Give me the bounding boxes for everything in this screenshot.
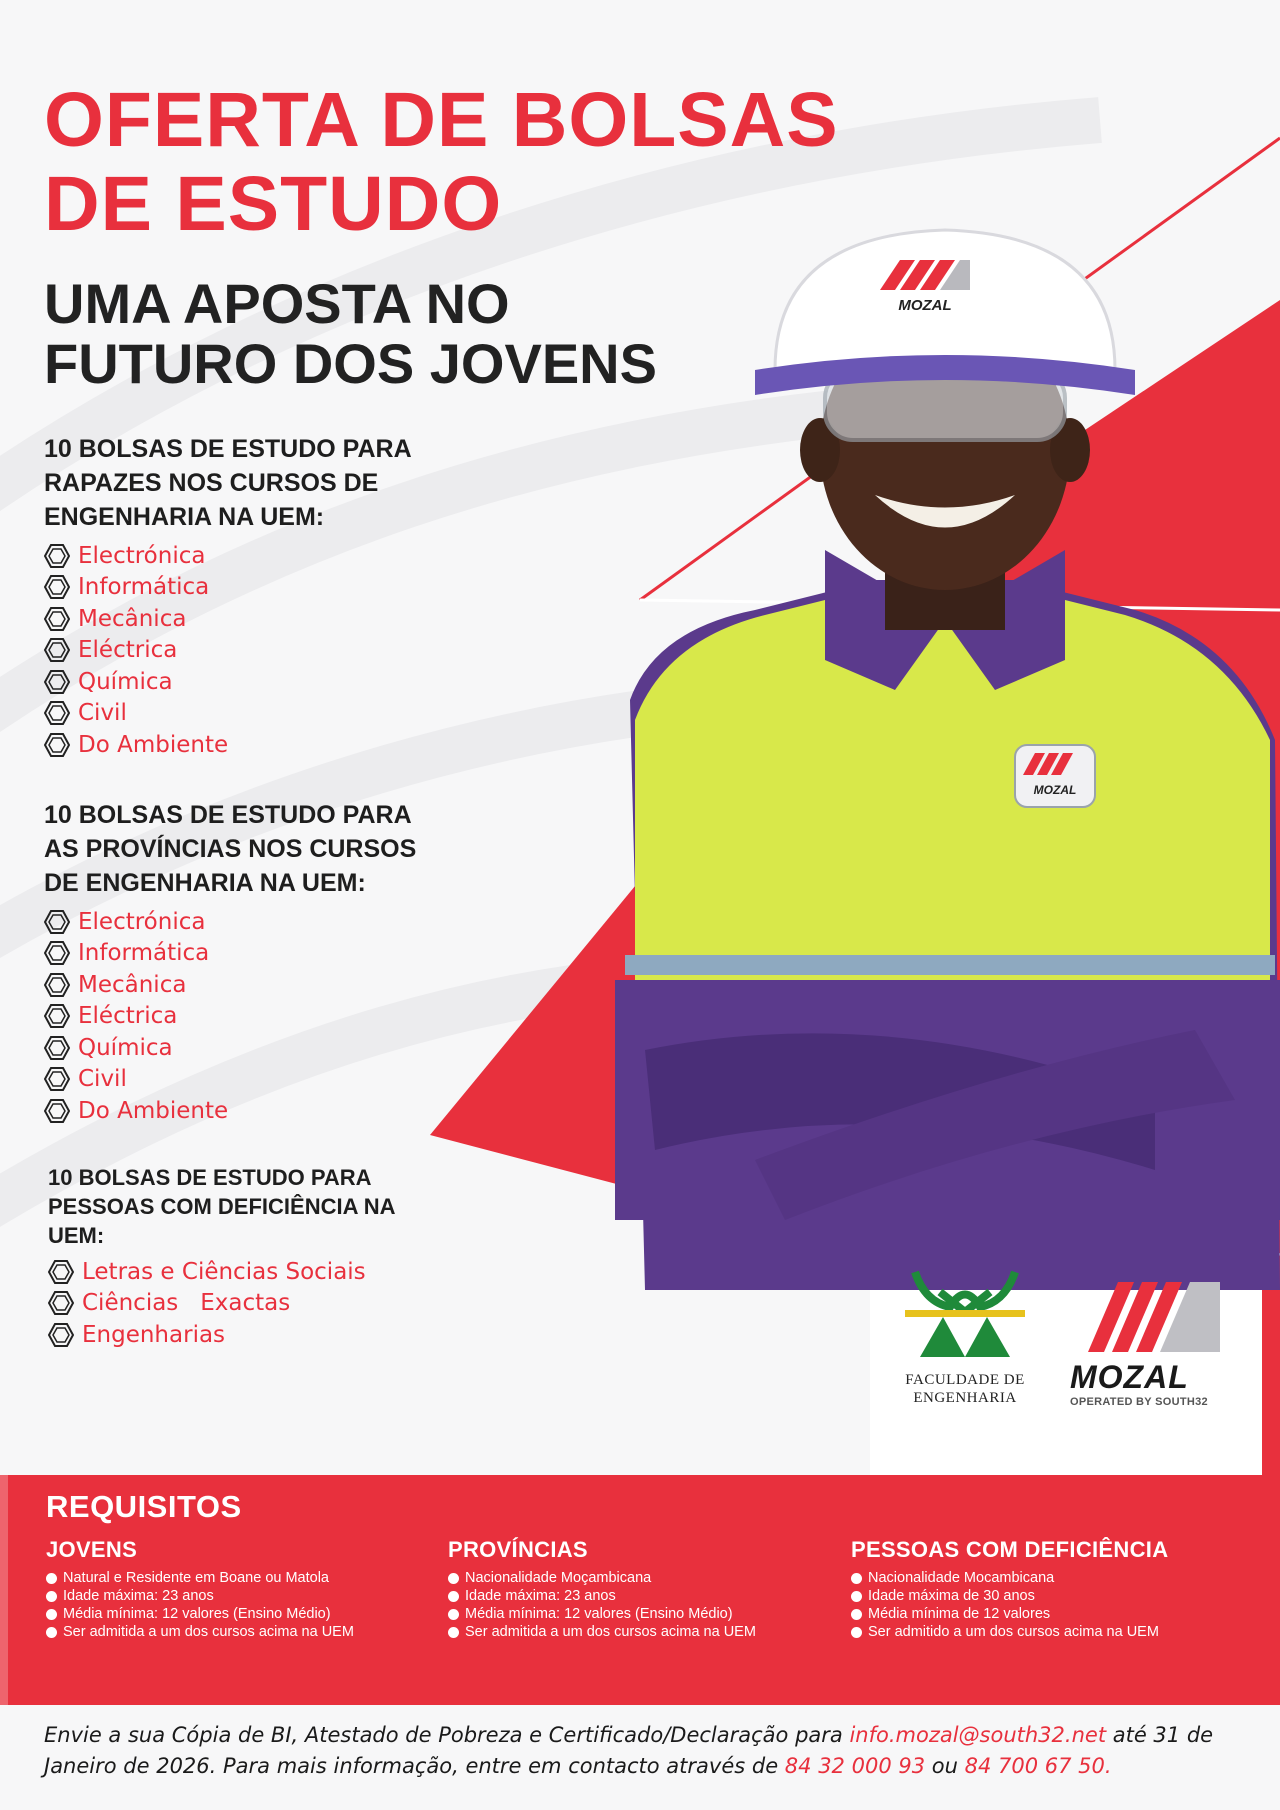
bullet-dot-icon — [851, 1591, 862, 1602]
requirement-item: Média mínima: 12 valores (Ensino Médio) — [448, 1605, 838, 1623]
hexagon-bullet-icon — [48, 1290, 74, 1316]
course-list — [44, 906, 464, 1127]
course-item: Do Ambiente — [44, 1095, 464, 1127]
bullet-dot-icon — [46, 1627, 57, 1638]
requirement-item: Média mínima: 12 valores (Ensino Médio) — [46, 1605, 436, 1623]
course-item: Electrónica — [44, 906, 464, 938]
course-list — [44, 540, 464, 761]
subtitle-line2: FUTURO DOS JOVENS — [44, 332, 657, 395]
hexagon-bullet-icon — [44, 1003, 70, 1029]
course-item: Letras e Ciências Sociais — [48, 1256, 468, 1288]
footer-text: até 31 de Janeiro de 2026. Para mais informação, entre em contacto através de — [44, 1723, 1214, 1778]
requirements-list — [851, 1569, 1241, 1641]
course-item: Ciências Exactas — [48, 1288, 468, 1320]
course-item: Informática — [44, 572, 464, 604]
section-heading — [44, 432, 464, 534]
heading-line: DE ENGENHARIA NA UEM: — [44, 869, 366, 897]
footer-period: . — [1104, 1754, 1112, 1778]
title-line2: DE ESTUDO — [44, 161, 503, 247]
footer-text: Envie a sua Cópia de BI, Atestado de Pobreza e Certificado/Declaração para — [44, 1723, 850, 1747]
hexagon-bullet-icon — [44, 972, 70, 998]
course-item: Mecânica — [44, 603, 464, 635]
bullet-dot-icon — [46, 1591, 57, 1602]
requirements-col-jovens — [46, 1537, 436, 1641]
contact-phone-link[interactable]: 84 700 67 50 — [964, 1754, 1105, 1778]
section-deficiencia — [48, 1163, 468, 1351]
requirements-heading: PESSOAS COM DEFICIÊNCIA — [851, 1537, 1169, 1562]
mozal-stripes-icon — [1070, 1282, 1220, 1352]
faculdade-engenharia-logo — [880, 1262, 1050, 1407]
hexagon-bullet-icon — [44, 1066, 70, 1092]
course-item: Mecânica — [44, 969, 464, 1001]
course-item: Engenharias — [48, 1319, 468, 1351]
requirements-panel — [0, 1475, 1280, 1705]
course-item: Civil — [44, 1064, 464, 1096]
requirement-item: Nacionalidade Moçambicana — [448, 1569, 838, 1587]
chest-badge-text: MOZAL — [1033, 783, 1077, 797]
hexagon-bullet-icon — [44, 1098, 70, 1124]
mozal-operated-by: OPERATED BY SOUTH32 — [1070, 1396, 1208, 1408]
requirement-item: Média mínima de 12 valores — [851, 1605, 1241, 1623]
heading-line: RAPAZES NOS CURSOS DE — [44, 469, 379, 497]
hexagon-bullet-icon — [44, 543, 70, 569]
section-provincias — [44, 798, 464, 1127]
heading-line: 10 BOLSAS DE ESTUDO PARA — [44, 801, 412, 829]
heading-line: 10 BOLSAS DE ESTUDO PARA — [48, 1165, 372, 1190]
bullet-dot-icon — [448, 1609, 459, 1620]
main-title — [44, 78, 839, 246]
hexagon-bullet-icon — [44, 637, 70, 663]
hexagon-bullet-icon — [44, 606, 70, 632]
requirement-item: Idade máxima de 30 anos — [851, 1587, 1241, 1605]
requirement-item: Ser admitido a um dos cursos acima na UEM — [851, 1623, 1241, 1641]
bullet-dot-icon — [46, 1609, 57, 1620]
subtitle — [44, 274, 657, 394]
course-item: Eléctrica — [44, 635, 464, 667]
hexagon-bullet-icon — [44, 700, 70, 726]
requirement-item: Idade máxima: 23 anos — [448, 1587, 838, 1605]
mozal-wordmark: MOZAL — [1070, 1359, 1189, 1395]
mozal-logo — [1070, 1282, 1220, 1408]
course-list — [48, 1256, 468, 1351]
footer-text: ou — [925, 1754, 965, 1778]
section-heading — [48, 1163, 468, 1250]
hexagon-bullet-icon — [44, 1035, 70, 1061]
course-item: Civil — [44, 698, 464, 730]
section-heading — [44, 798, 464, 900]
requirements-heading: PROVÍNCIAS — [448, 1537, 588, 1562]
course-item: Do Ambiente — [44, 729, 464, 761]
requirements-edge — [0, 1475, 8, 1705]
hexagon-bullet-icon — [44, 732, 70, 758]
requirements-col-provincias — [448, 1537, 838, 1641]
hexagon-bullet-icon — [44, 940, 70, 966]
contact-phone-link[interactable]: 84 32 000 93 — [784, 1754, 926, 1778]
subtitle-line1: UMA APOSTA NO — [44, 272, 510, 335]
requirement-item: Ser admitida a um dos cursos acima na UEM — [46, 1623, 436, 1641]
hexagon-bullet-icon — [48, 1259, 74, 1285]
requirements-heading: JOVENS — [46, 1537, 138, 1562]
heading-line: UEM: — [48, 1223, 105, 1248]
engineer-illustration — [595, 220, 1280, 1415]
bullet-dot-icon — [448, 1627, 459, 1638]
bullet-dot-icon — [851, 1609, 862, 1620]
course-item: Electrónica — [44, 540, 464, 572]
faculdade-line1: FACULDADE DE — [905, 1372, 1025, 1388]
course-item: Informática — [44, 938, 464, 970]
course-item: Química — [44, 1032, 464, 1064]
requirements-title: REQUISITOS — [46, 1489, 242, 1524]
title-line1: OFERTA DE BOLSAS — [44, 77, 839, 163]
faculdade-line2: ENGENHARIA — [913, 1390, 1017, 1406]
heading-line: ENGENHARIA NA UEM: — [44, 503, 325, 531]
requirement-item: Idade máxima: 23 anos — [46, 1587, 436, 1605]
heading-line: 10 BOLSAS DE ESTUDO PARA — [44, 435, 412, 463]
hexagon-bullet-icon — [44, 669, 70, 695]
requirement-item: Nacionalidade Mocambicana — [851, 1569, 1241, 1587]
bullet-dot-icon — [46, 1573, 57, 1584]
course-item: Eléctrica — [44, 1001, 464, 1033]
course-item: Química — [44, 666, 464, 698]
heading-line: AS PROVÍNCIAS NOS CURSOS — [44, 835, 417, 863]
heading-line: PESSOAS COM DEFICIÊNCIA NA — [48, 1194, 396, 1219]
helmet-badge-text: MOZAL — [898, 297, 952, 314]
requirement-item: Ser admitida a um dos cursos acima na UEM — [448, 1623, 838, 1641]
bullet-dot-icon — [851, 1573, 862, 1584]
hexagon-bullet-icon — [44, 909, 70, 935]
bullet-dot-icon — [851, 1627, 862, 1638]
hexagon-bullet-icon — [48, 1322, 74, 1348]
requirements-list — [448, 1569, 838, 1641]
bullet-dot-icon — [448, 1591, 459, 1602]
chest-mozal-badge — [1015, 745, 1095, 807]
requirements-col-deficiencia — [851, 1537, 1241, 1641]
requirements-list — [46, 1569, 436, 1641]
bullet-dot-icon — [448, 1573, 459, 1584]
hexagon-bullet-icon — [44, 574, 70, 600]
contact-email-link[interactable]: info.mozal@south32.net — [849, 1723, 1107, 1747]
footer-instructions — [44, 1720, 1254, 1782]
requirement-item: Natural e Residente em Boane ou Matola — [46, 1569, 436, 1587]
faculdade-emblem-icon — [905, 1262, 1025, 1362]
section-rapazes — [44, 432, 464, 761]
